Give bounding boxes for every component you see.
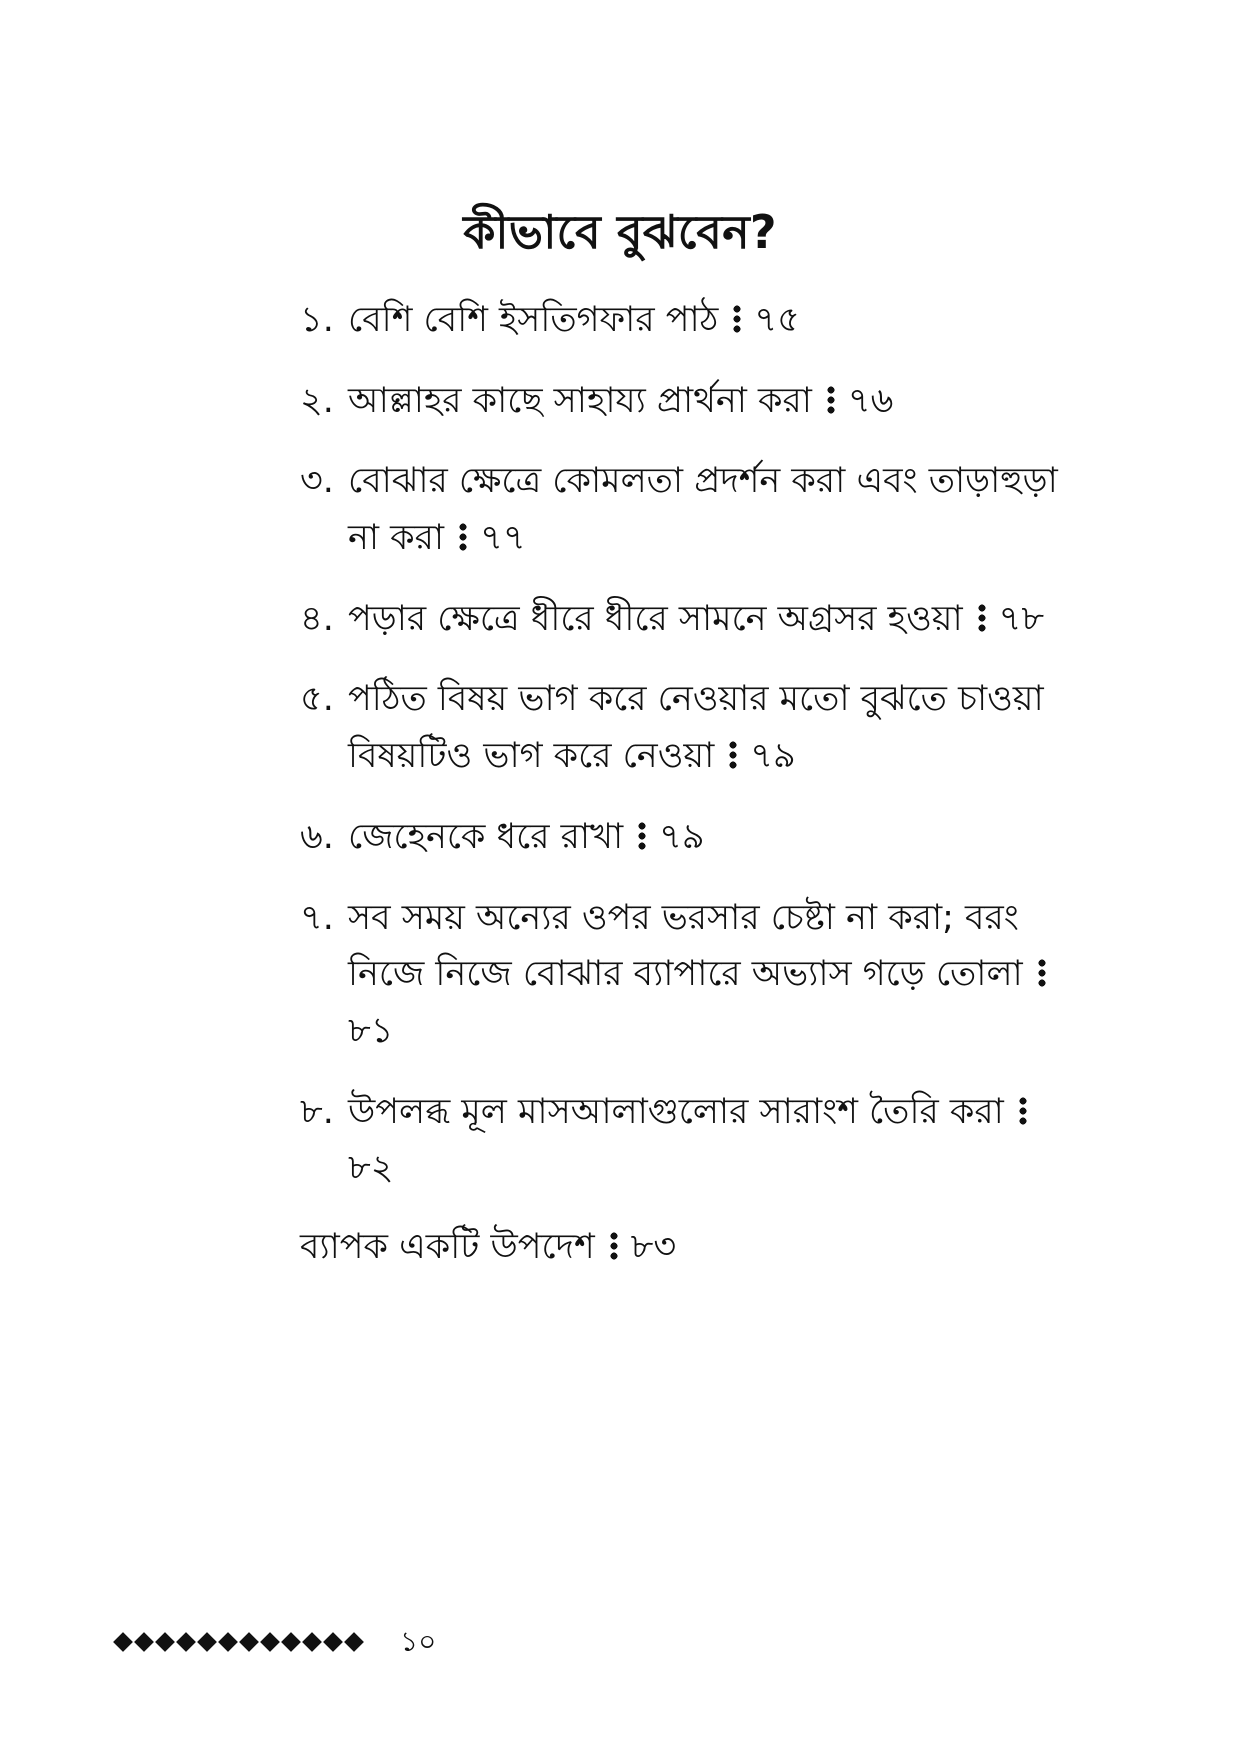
entry-page-number: ৮২ [348, 1148, 394, 1189]
diamond-icon [260, 1632, 280, 1652]
diamond-icon [197, 1632, 217, 1652]
entry-title: আল্লাহর কাছে সাহায্য প্রার্থনা করা [348, 380, 812, 421]
entry-title: সব সময় অন্যের ওপর ভরসার চেষ্টা না করা; বরং নিজে নিজে বোঝার ব্যাপারে অভ্যাস গড়ে তোলা [348, 897, 1023, 995]
entry-page-number: ৭৯ [659, 816, 705, 857]
footer-ornament [112, 1629, 364, 1655]
diamond-icon [239, 1632, 259, 1652]
toc-entry-8 [300, 1084, 1080, 1197]
entry-text-wrap [348, 292, 1080, 349]
entry-number: ৮. [300, 1091, 334, 1132]
entry-title: বোঝার ক্ষেত্রে কোমলতা প্রদর্শন করা এবং তাড়াহুড়া না করা [348, 461, 1058, 559]
entry-page-number: ৭৮ [998, 598, 1045, 639]
separator-dots-icon [637, 819, 647, 853]
entry-page-number: ৭৯ [750, 736, 796, 777]
separator-dots-icon [1018, 1094, 1028, 1128]
page-title: কীভাবে বুঝবেন? [463, 205, 777, 259]
entry-text-wrap [300, 1219, 1080, 1276]
entry-text-wrap [348, 890, 1080, 1060]
diamond-icon [155, 1632, 175, 1652]
page-footer [112, 1625, 437, 1658]
diamond-icon [176, 1632, 196, 1652]
separator-dots-icon [826, 383, 836, 417]
separator-dots-icon [609, 1229, 619, 1263]
entry-number: ১. [300, 300, 334, 340]
toc-entry-3 [300, 453, 1080, 566]
footer-page-number: ১০ [400, 1625, 437, 1658]
diamond-icon [218, 1632, 238, 1652]
diamond-icon [344, 1632, 364, 1652]
toc-entry-6 [300, 809, 1080, 866]
entry-title: ব্যাপক একটি উপদেশ [300, 1226, 595, 1267]
separator-dots-icon [732, 302, 742, 336]
entry-title: বেশি বেশি ইসতিগফার পাঠ [348, 300, 719, 340]
separator-dots-icon [977, 601, 987, 635]
entry-page-number: ৭৭ [480, 518, 526, 559]
entry-page-number: ৭৬ [847, 380, 894, 421]
toc-entry-5 [300, 671, 1080, 784]
separator-dots-icon [1037, 956, 1047, 990]
diamond-icon [302, 1632, 322, 1652]
entry-text-wrap [348, 1084, 1080, 1197]
entry-page-number: ৭৫ [754, 300, 800, 340]
diamond-icon [323, 1632, 343, 1652]
entry-number: ৪. [300, 598, 334, 639]
toc-entry-4 [300, 591, 1080, 648]
diamond-icon [281, 1632, 301, 1652]
entry-number: ৫. [300, 679, 334, 720]
entry-title: পড়ার ক্ষেত্রে ধীরে ধীরে সামনে অগ্রসর হওয়া [348, 598, 963, 639]
entry-title: পঠিত বিষয় ভাগ করে নেওয়ার মতো বুঝতে চাওয়া বিষয়টিও ভাগ করে নেওয়া [348, 679, 1044, 777]
entry-number: ৭. [300, 897, 334, 938]
entry-number: ৬. [300, 816, 334, 857]
entry-text-wrap [348, 809, 1080, 866]
toc-entry-7 [300, 890, 1080, 1060]
entry-page-number: ৮৩ [630, 1226, 677, 1267]
toc-entry-1 [300, 292, 1080, 349]
entry-number: ২. [300, 380, 334, 421]
entry-title: উপলব্ধ মূল মাসআলাগুলোর সারাংশ তৈরি করা [348, 1091, 1004, 1132]
separator-dots-icon [458, 520, 468, 554]
entry-text-wrap [348, 671, 1080, 784]
toc-entry-2 [300, 373, 1080, 430]
entry-title: জেহেনকে ধরে রাখা [348, 816, 624, 857]
entry-page-number: ৮১ [348, 1010, 394, 1051]
diamond-icon [113, 1632, 133, 1652]
entry-text-wrap [348, 373, 1080, 430]
separator-dots-icon [728, 738, 738, 772]
table-of-contents [300, 292, 1080, 1300]
toc-entry-general-advice [300, 1219, 1080, 1276]
entry-number: ৩. [300, 461, 334, 502]
entry-text-wrap [348, 453, 1080, 566]
diamond-icon [134, 1632, 154, 1652]
entry-text-wrap [348, 591, 1080, 648]
